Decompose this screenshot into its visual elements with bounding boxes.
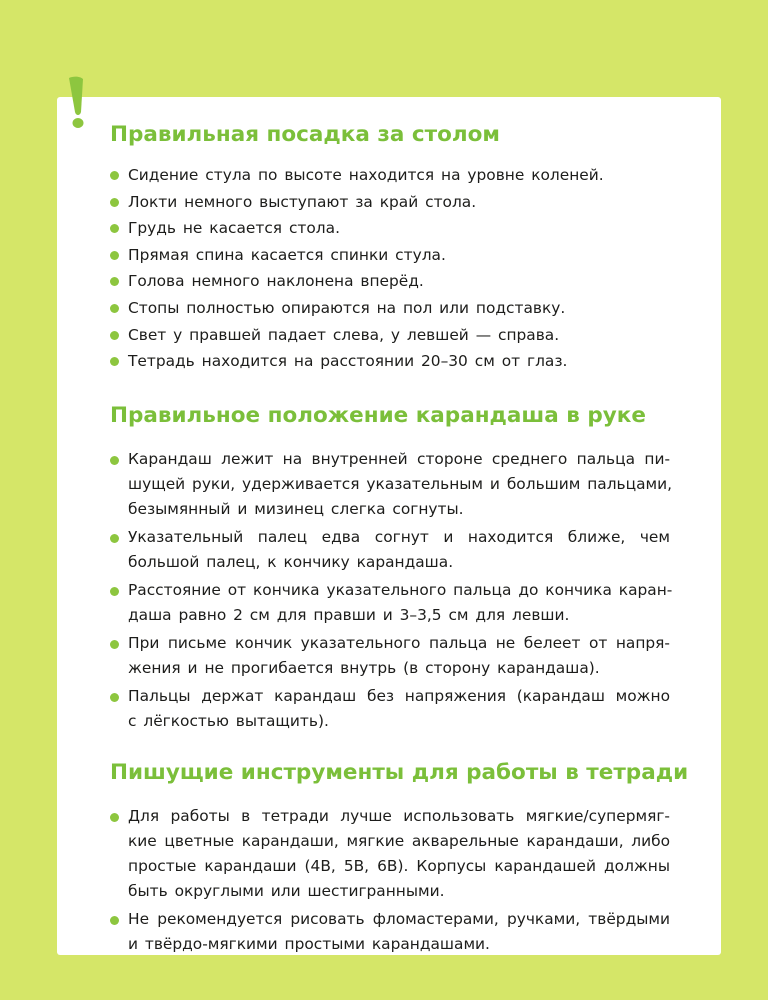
bullet-dot bbox=[110, 456, 119, 465]
list-item-line: простые карандаши (4В, 5В, 6В). Корпусы карандашей должны bbox=[128, 856, 670, 875]
list-item-line: Карандаш лежит на внутренней стороне среднего пальца пи- bbox=[128, 449, 670, 468]
bullet-dot bbox=[110, 331, 119, 340]
section-pencil-grip bbox=[110, 401, 673, 734]
bullet-list bbox=[110, 447, 673, 734]
list-item-line: с лёгкостью вытащить). bbox=[128, 711, 329, 730]
list-item bbox=[110, 907, 670, 957]
list-item bbox=[110, 684, 670, 734]
list-item bbox=[110, 348, 670, 375]
section-writing-tools bbox=[110, 758, 689, 957]
bullet-dot bbox=[110, 224, 119, 233]
list-item-line: Для работы в тетради лучше использовать мягкие/супермяг- bbox=[128, 806, 670, 825]
list-item-text: Стопы полностью опираются на пол или подставку. bbox=[128, 298, 566, 317]
list-item-text: Свет у правшей падает слева, у левшей — справа. bbox=[128, 325, 560, 344]
list-item-text: Сидение стула по высоте находится на уровне коленей. bbox=[128, 166, 604, 184]
list-item bbox=[110, 631, 670, 681]
list-item bbox=[110, 215, 670, 242]
content bbox=[110, 120, 689, 960]
list-item-text: Локти немного выступают за край стола. bbox=[128, 192, 477, 211]
bullet-dot bbox=[110, 916, 119, 925]
list-item bbox=[110, 189, 670, 216]
section-title: Правильная посадка за столом bbox=[110, 122, 500, 147]
bullet-list bbox=[110, 804, 670, 957]
list-item-line: Указательный палец едва согнут и находится ближе, чем bbox=[128, 527, 670, 546]
list-item-line: безымянный и мизинец слегка согнуты. bbox=[128, 499, 464, 518]
list-item-line: кие цветные карандаши, мягкие акварельные карандаши, либо bbox=[128, 831, 670, 850]
bullet-dot bbox=[110, 534, 119, 543]
bullet-dot bbox=[110, 277, 119, 286]
list-item-line: даша равно 2 см для правши и 3–3,5 см для левши. bbox=[128, 605, 570, 624]
list-item bbox=[110, 268, 670, 295]
list-item bbox=[110, 295, 670, 322]
bullet-dot bbox=[110, 357, 119, 366]
list-item-text: Голова немного наклонена вперёд. bbox=[128, 272, 424, 291]
list-item-line: Расстояние от кончика указательного пальца до кончика каран- bbox=[128, 580, 673, 599]
list-item bbox=[110, 578, 673, 628]
list-item-text: Грудь не касается стола. bbox=[128, 219, 340, 238]
bullet-dot bbox=[110, 198, 119, 207]
list-item-text: Прямая спина касается спинки стула. bbox=[128, 245, 446, 264]
bullet-dot bbox=[110, 813, 119, 822]
list-item-line: При письме кончик указательного пальца не белеет от напря- bbox=[128, 633, 670, 652]
bullet-dot bbox=[110, 304, 119, 313]
bullet-dot bbox=[110, 693, 119, 702]
bullet-dot bbox=[110, 251, 119, 260]
list-item bbox=[110, 525, 670, 575]
list-item-line: Не рекомендуется рисовать фломастерами, ручками, твёрдыми bbox=[128, 909, 670, 928]
list-item bbox=[110, 804, 670, 904]
list-item bbox=[110, 242, 670, 269]
bullet-dot bbox=[110, 171, 119, 180]
list-item-line: шущей руки, удерживается указательным и большим пальцами, bbox=[128, 474, 673, 493]
list-item-line: жения и не прогибается внутрь (в сторону карандаша). bbox=[128, 658, 600, 677]
list-item-text: Тетрадь находится на расстоянии 20–30 см от глаз. bbox=[128, 352, 568, 371]
list-item bbox=[110, 447, 673, 522]
list-item bbox=[110, 162, 670, 189]
bullet-dot bbox=[110, 587, 119, 596]
bullet-dot bbox=[110, 640, 119, 649]
bullet-list bbox=[110, 162, 670, 375]
list-item-line: Пальцы держат карандаш без напряжения (карандаш можно bbox=[128, 686, 670, 705]
list-item-line: и твёрдо-мягкими простыми карандашами. bbox=[128, 934, 490, 953]
list-item-line: большой палец, к кончику карандаша. bbox=[128, 552, 454, 571]
list-item bbox=[110, 322, 670, 349]
list-item-line: быть округлыми или шестигранными. bbox=[128, 881, 445, 900]
section-title: Пишущие инструменты для работы в тетради bbox=[110, 759, 689, 785]
section-seating bbox=[110, 120, 670, 375]
exclamation-mark-icon bbox=[58, 74, 96, 132]
section-title: Правильное положение карандаша в руке bbox=[110, 402, 646, 428]
